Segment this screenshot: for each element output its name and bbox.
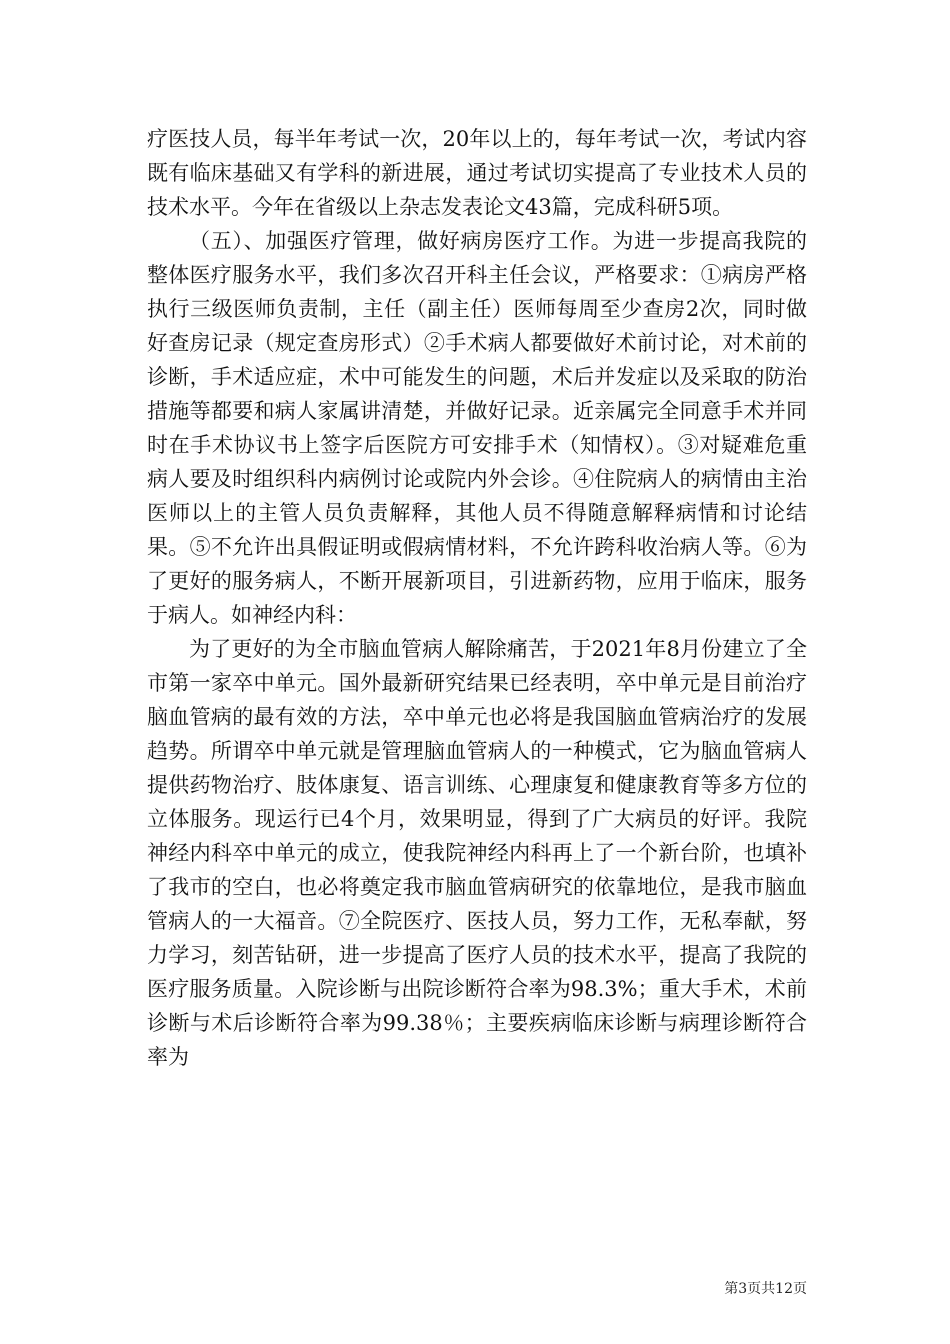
body-text: [147, 122, 807, 1074]
paragraph-stroke-unit: 为了更好的为全市脑血管病人解除痛苦，于2021年8月份建立了全市第一家卒中单元。国外最新研究结果已经表明，卒中单元是目前治疗脑血管病的最有效的方法，卒中单元也必将是我国脑血管病治疗的发展趋势。所谓卒中单元就是管理脑血管病人的一种模式，它为脑血管病人提供药物治疗、肢体康复、语言训练、心理康复和健康教育等多方位的立体服务。现运行已4个月，效果明显，得到了广大病员的好评。我院神经内科卒中单元的成立，使我院神经内科再上了一个新台阶，也填补了我市的空白，也必将奠定我市脑血管病研究的依靠地位，是我市脑血管病人的一大福音。⑦全院医疗、医技人员，努力工作，无私奉献，努力学习，刻苦钻研，进一步提高了医疗人员的技术水平，提高了我院的医疗服务质量。入院诊断与出院诊断符合率为98.3%；重大手术，术前诊断与术后诊断符合率为99.38％；主要疾病临床诊断与病理诊断符合率为: [147, 637, 807, 1069]
paragraph-medical-management: （五）、加强医疗管理，做好病房医疗工作。为进一步提高我院的整体医疗服务水平，我们多次召开科主任会议，严格要求：①病房严格执行三级医师负责制，主任（副主任）医师每周至少查房2次，同时做好查房记录（规定查房形式）②手术病人都要做好术前讨论，对术前的诊断，手术适应症，术中可能发生的问题，术后并发症以及采取的防治措施等都要和病人家属讲清楚，并做好记录。近亲属完全同意手术并同时在手术协议书上签字后医院方可安排手术（知情权）。③对疑难危重病人要及时组织科内病例讨论或院内外会诊。④住院病人的病情由主治医师以上的主管人员负责解释，其他人员不得随意解释病情和讨论结果。⑤不允许出具假证明或假病情材料，不允许跨科收治病人等。⑥为了更好的服务病人，不断开展新项目，引进新药物，应用于临床，服务于病人。如神经内科：: [147, 229, 807, 627]
page-number: 第3页共12页: [724, 1281, 807, 1297]
paragraph-training-exams: 疗医技人员，每半年考试一次，20年以上的，每年考试一次，考试内容既有临床基础又有学科的新进展，通过考试切实提高了专业技术人员的技术水平。今年在省级以上杂志发表论文43篇，完成科研5项。: [147, 127, 807, 219]
